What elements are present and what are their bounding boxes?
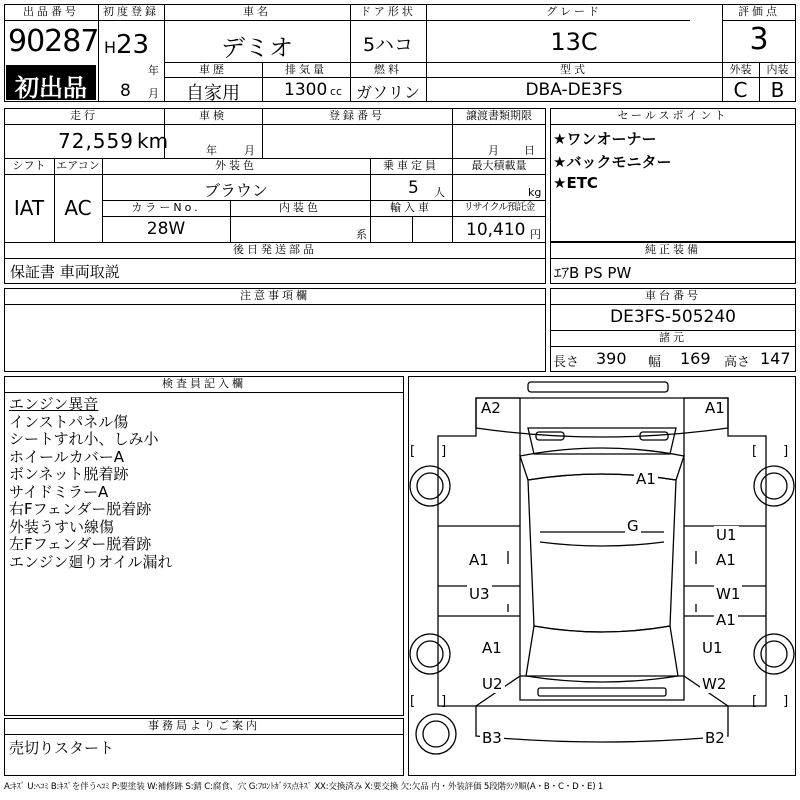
damage-mark-front-right: A1 <box>705 399 725 417</box>
door-label: ドア形状 <box>360 5 416 18</box>
damage-mark-right-rear-door-2: A1 <box>716 611 736 629</box>
legend-text: A:ｷｽﾞ U:ﾍｺﾐ B:ｷｽﾞを伴うﾍｺﾐ P:要塗装 W:補修跡 S:錆 C:腐食、穴 G:ﾌﾛﾝﾄｶﾞﾗｽ点ｷｽﾞ XX:交換済み X:要交換 欠:欠品 内・外装評価 5段階ﾗﾝｸ順(A・B・C・D・E) 1 <box>4 782 604 792</box>
shift-label: シフト <box>12 159 46 172</box>
import-label: 輸入車 <box>390 201 432 214</box>
damage-mark-rear-right: B2 <box>705 729 725 747</box>
inspection-year-unit: 年 <box>206 144 217 157</box>
selling-points-label: セールスポイント <box>617 109 729 122</box>
inspector-line: エンジン異音 <box>9 395 99 413</box>
capacity-unit: 人 <box>434 186 445 199</box>
first-listing-text: 初出品 <box>15 74 87 102</box>
length-label: 長さ <box>553 355 580 370</box>
damage-mark-right-quarter: W2 <box>702 675 727 693</box>
recycle-unit: 円 <box>530 228 541 241</box>
capacity-value: 5 <box>408 178 419 198</box>
reg-label: 初度登録 <box>103 5 159 18</box>
selling-point-3: ★ETC <box>553 174 598 192</box>
inspection-label: 車検 <box>199 109 227 122</box>
inspector-notes <box>9 396 173 571</box>
mileage-unit: km <box>137 129 169 153</box>
inspector-line: 外装うすい線傷 <box>9 517 115 536</box>
reg-year: 23 <box>116 30 150 60</box>
car-name: デミオ <box>221 34 293 62</box>
score-label: 評価点 <box>738 5 780 18</box>
inspector-line: ホイールカバーA <box>9 447 124 466</box>
damage-mark-left-quarter: U2 <box>482 675 503 693</box>
bracket-left-top: [ ] <box>410 444 447 459</box>
car-name-label: 車名 <box>243 5 271 18</box>
inspector-line: シートすれ小、しみ小 <box>9 430 159 448</box>
reg-era: H <box>104 38 117 57</box>
selling-point-2: ★バックモニター <box>553 153 672 171</box>
color-value: ブラウン <box>203 181 268 200</box>
grade-label: グレード <box>546 5 602 18</box>
grade-value: 13C <box>550 28 598 56</box>
fuel-value: ガソリン <box>355 83 420 102</box>
history-value: 自家用 <box>186 83 240 104</box>
displacement-unit: cc <box>330 85 343 98</box>
plate-label: 登録番号 <box>329 109 385 122</box>
damage-mark-windshield: G <box>627 517 639 535</box>
length-value: 390 <box>596 349 627 368</box>
mileage-label: 走行 <box>70 109 98 122</box>
load-label: 最大積載量 <box>471 159 527 172</box>
load-unit: kg <box>528 186 542 199</box>
ac-label: エアコン <box>56 159 100 172</box>
damage-mark-left-front-door: A1 <box>469 551 489 569</box>
displacement-label: 排気量 <box>285 63 327 76</box>
transfer-label: 譲渡書類期限 <box>466 109 532 122</box>
equipment-value: ｴｱB PS PW <box>554 264 632 282</box>
chassis-label: 車台番号 <box>645 289 701 302</box>
reg-month: 8 <box>120 81 131 101</box>
model-value: DBA-DE3FS <box>525 80 623 100</box>
model-label: 型式 <box>560 63 588 76</box>
height-label: 高さ <box>724 355 751 370</box>
displacement-value: 1300 <box>284 80 328 100</box>
damage-mark-left-rear-door: U3 <box>469 585 490 603</box>
width-label: 幅 <box>648 355 662 370</box>
later-parts-label: 後日発送部品 <box>233 243 317 256</box>
equipment-label: 純正装備 <box>645 243 701 256</box>
fuel-label: 燃料 <box>374 63 402 76</box>
height-value: 147 <box>760 349 791 368</box>
chassis-value: DE3FS-505240 <box>610 307 736 327</box>
transfer-month-unit: 月 <box>488 144 499 157</box>
inspector-line: 左Fフェンダー脱着跡 <box>9 535 152 553</box>
transfer-day-unit: 日 <box>524 144 535 157</box>
color-no-value: 28W <box>146 219 186 239</box>
recycle-value: 10,410 <box>466 220 526 240</box>
interior-color-unit: 系 <box>356 228 367 241</box>
ac-value: AC <box>64 196 92 220</box>
damage-mark-left-rear-fender: A1 <box>482 639 502 657</box>
office-value: 売切りスタート <box>9 739 115 757</box>
spec-label: 諸元 <box>659 331 687 344</box>
reg-year-unit: 年 <box>148 64 159 77</box>
width-value: 169 <box>680 349 711 368</box>
bracket-left-bottom: [ ] <box>410 694 447 709</box>
reg-month-unit: 月 <box>148 87 159 100</box>
damage-mark-rear-left: B3 <box>482 729 502 747</box>
lot-label: 出品番号 <box>23 5 79 18</box>
damage-mark-right-rear-door: W1 <box>716 585 741 603</box>
color-no-label: カラーNo. <box>131 201 201 214</box>
notes-label: 注意事項欄 <box>240 289 310 302</box>
interior-color-label: 内装色 <box>279 201 321 214</box>
inspection-month-unit: 月 <box>244 144 255 157</box>
bracket-right-bottom: [ ] <box>752 694 789 709</box>
interior-label: 内装 <box>766 63 789 76</box>
inspector-line: 右Fフェンダー脱着跡 <box>9 500 152 518</box>
inspector-line: サイドミラーA <box>9 482 109 501</box>
selling-point-1: ★ワンオーナー <box>553 130 657 148</box>
office-label: 事務局よりご案内 <box>148 719 260 732</box>
inspector-label: 検査員記入欄 <box>162 377 246 390</box>
lot-number: 90287 <box>8 24 99 59</box>
shift-value: IAT <box>13 196 45 220</box>
bracket-right-top: [ ] <box>752 444 789 459</box>
damage-mark-right-front-fender: U1 <box>716 526 737 544</box>
color-label: 外装色 <box>215 159 257 172</box>
history-label: 車歴 <box>199 63 227 76</box>
inspector-line: インストパネル傷 <box>9 412 129 431</box>
door-type: 5ハコ <box>362 34 414 56</box>
score-value: 3 <box>749 22 769 57</box>
damage-mark-right-rear-fender: U1 <box>702 639 723 657</box>
damage-mark-right-front-door: A1 <box>716 551 736 569</box>
inspector-line: エンジン廻りオイル漏れ <box>9 552 173 571</box>
mileage-value: 72,559 <box>58 129 134 153</box>
exterior-label: 外装 <box>729 63 752 76</box>
exterior-grade: C <box>733 78 748 102</box>
recycle-label: リサイクル預託金 <box>463 202 535 213</box>
interior-grade: B <box>770 78 785 102</box>
inspector-line: ボンネット脱着跡 <box>9 465 129 483</box>
damage-mark-front-left: A2 <box>481 399 501 417</box>
later-parts-value: 保証書 車両取説 <box>10 263 120 281</box>
car-diagram <box>408 376 796 776</box>
damage-mark-hood: A1 <box>636 470 656 488</box>
capacity-label: 乗車定員 <box>383 159 439 172</box>
